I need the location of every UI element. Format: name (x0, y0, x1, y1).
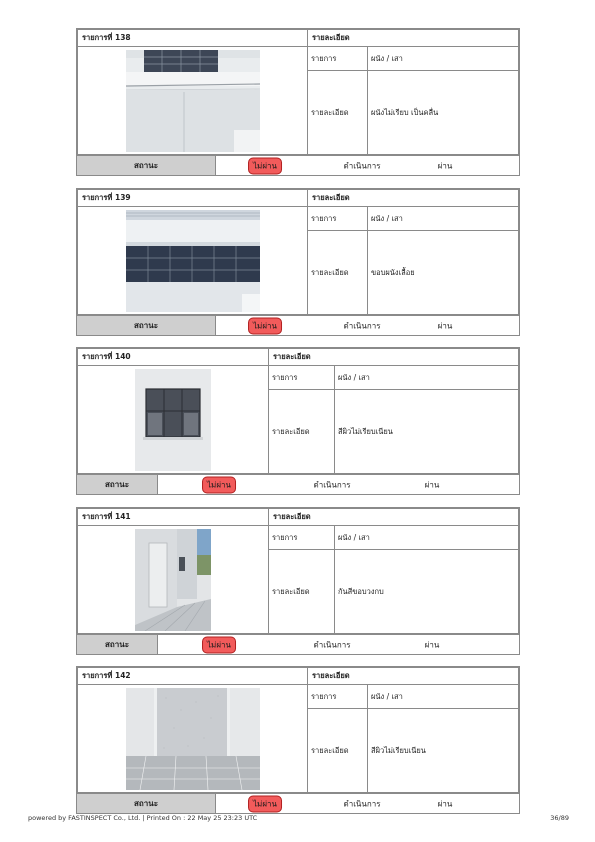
detail-label: รายละเอียด (308, 709, 368, 793)
item-label: รายการ (269, 366, 335, 390)
item-label: รายการ (308, 207, 368, 231)
status-inprogress: ดำเนินการ (313, 480, 351, 489)
item-value: ผนัง / เสา (335, 366, 519, 390)
wall-door-photo (126, 688, 260, 790)
detail-value: สีผิวไม่เรียบเนียน (335, 390, 519, 474)
wall-window-photo (126, 50, 260, 152)
status-pass: ผ่าน (437, 799, 453, 808)
status-inprogress: ดำเนินการ (343, 799, 381, 808)
door-photo (135, 529, 211, 631)
item-label: รายการ (308, 47, 368, 71)
detail-header: รายละเอียด (308, 30, 519, 47)
detail-header: รายละเอียด (269, 349, 519, 366)
status-row (77, 793, 519, 813)
status-fail-badge: ไม่ผ่าน (248, 157, 282, 174)
status-label: สถานะ (77, 475, 158, 494)
detail-header: รายละเอียด (308, 668, 519, 685)
facade-window-photo (126, 210, 260, 312)
item-value: ผนัง / เสา (368, 207, 519, 231)
entry-title: รายการที่ 141 (78, 509, 269, 526)
detail-label: รายละเอียด (308, 231, 368, 315)
footer-credit: powered by FASTINSPECT Co., Ltd. | Printed On : 22 May 25 23:23 UTC (28, 814, 258, 822)
item-label: รายการ (269, 526, 335, 550)
detail-label: รายละเอียด (269, 550, 335, 634)
detail-header: รายละเอียด (308, 190, 519, 207)
page-number: 36/89 (550, 814, 569, 822)
detail-value: ขอบผนังเลื้อย (368, 231, 519, 315)
detail-value: กันสีขอบวงกบ (335, 550, 519, 634)
inspection-card-139 (76, 188, 520, 336)
detail-header: รายละเอียด (269, 509, 519, 526)
status-inprogress: ดำเนินการ (343, 321, 381, 330)
detail-label: รายละเอียด (308, 71, 368, 155)
entry-title: รายการที่ 140 (78, 349, 269, 366)
detail-label: รายละเอียด (269, 390, 335, 474)
entry-title: รายการที่ 139 (78, 190, 308, 207)
detail-value: สีผิวไม่เรียบเนียน (368, 709, 519, 793)
status-label: สถานะ (77, 635, 158, 654)
status-fail-badge: ไม่ผ่าน (202, 476, 236, 493)
status-inprogress: ดำเนินการ (313, 640, 351, 649)
detail-value: ผนังไม่เรียบ เป็นคลื่น (368, 71, 519, 155)
status-label: สถานะ (77, 794, 216, 813)
status-row (77, 634, 519, 654)
inspection-card-140 (76, 347, 520, 495)
status-label: สถานะ (77, 316, 216, 335)
item-value: ผนัง / เสา (368, 47, 519, 71)
status-pass: ผ่าน (424, 640, 440, 649)
inspection-card-141 (76, 507, 520, 655)
inspection-card-142 (76, 666, 520, 814)
inspection-card-138 (76, 28, 520, 176)
status-row (77, 474, 519, 494)
status-fail-badge: ไม่ผ่าน (202, 636, 236, 653)
status-pass: ผ่าน (424, 480, 440, 489)
status-label: สถานะ (77, 156, 216, 175)
item-value: ผนัง / เสา (335, 526, 519, 550)
status-row (77, 155, 519, 175)
status-pass: ผ่าน (437, 321, 453, 330)
entry-title: รายการที่ 142 (78, 668, 308, 685)
item-label: รายการ (308, 685, 368, 709)
status-fail-badge: ไม่ผ่าน (248, 317, 282, 334)
entry-title: รายการที่ 138 (78, 30, 308, 47)
status-inprogress: ดำเนินการ (343, 161, 381, 170)
status-pass: ผ่าน (437, 161, 453, 170)
window-photo (135, 369, 211, 471)
status-fail-badge: ไม่ผ่าน (248, 795, 282, 812)
item-value: ผนัง / เสา (368, 685, 519, 709)
status-row (77, 315, 519, 335)
